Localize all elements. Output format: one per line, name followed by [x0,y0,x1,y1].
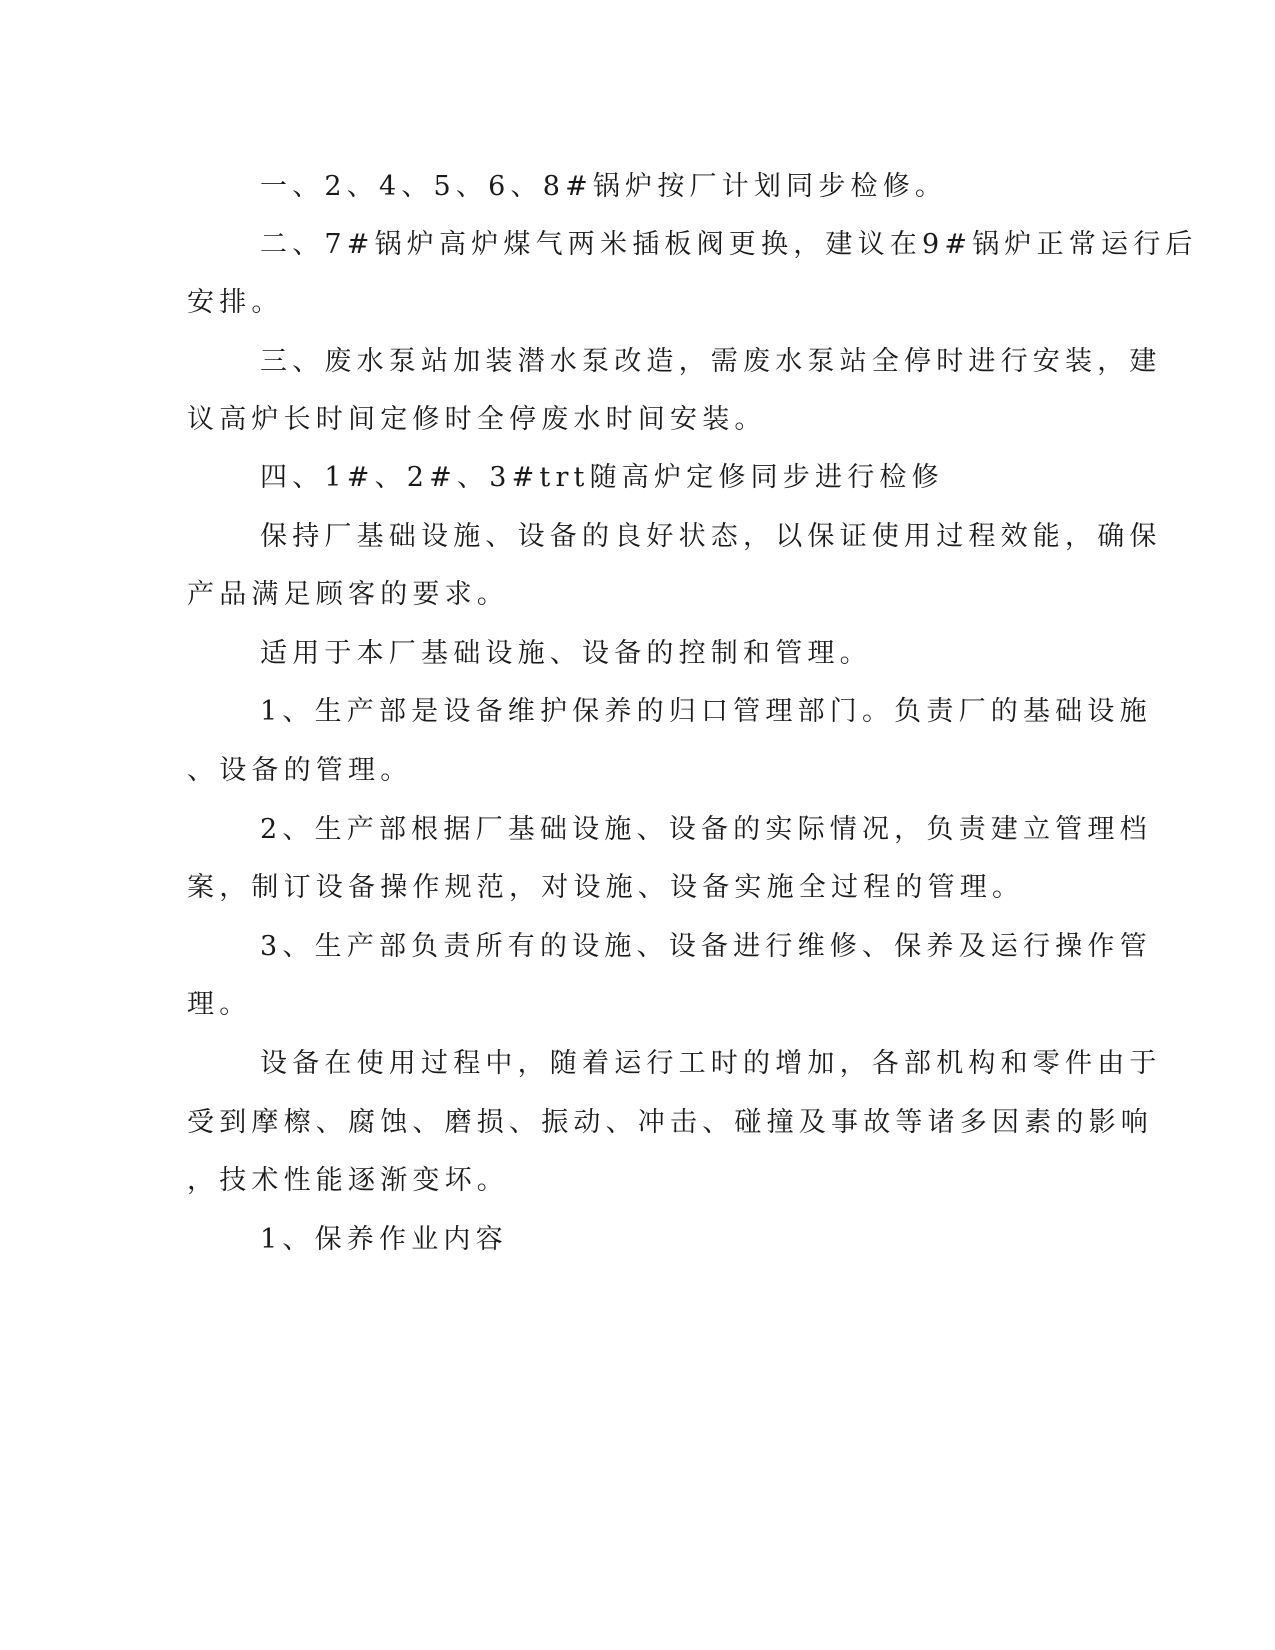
text-line-15: 理。 [187,989,252,1020]
text-line-4: 三、废水泵站加装潜水泵改造，需废水泵站全停时进行安装，建 [260,346,1162,377]
text-line-19: 1、保养作业内容 [260,1224,508,1255]
text-line-1: 一、2、4、5、6、8#锅炉按厂计划同步检修。 [260,171,948,202]
text-line-17: 受到摩檫、腐蚀、磨损、振动、冲击、碰撞及事故等诸多因素的影响 [187,1107,1153,1138]
text-line-18: ，技术性能逐渐变坏。 [187,1165,509,1196]
text-line-9: 适用于本厂基础设施、设备的控制和管理。 [260,638,872,669]
text-line-7: 保持厂基础设施、设备的良好状态，以保证使用过程效能，确保 [260,521,1162,552]
text-line-16: 设备在使用过程中，随着运行工时的增加，各部机构和零件由于 [260,1048,1162,1079]
text-line-10: 1、生产部是设备维护保养的归口管理部门。负责厂的基础设施 [260,696,1152,727]
text-line-6: 四、1#、2#、3#trt随高炉定修同步进行检修 [260,462,944,493]
text-line-2: 二、7#锅炉高炉煤气两米插板阀更换，建议在9#锅炉正常运行后 [260,229,1198,260]
text-line-14: 3、生产部负责所有的设施、设备进行维修、保养及运行操作管 [260,931,1152,962]
text-line-11: 、设备的管理。 [187,755,413,786]
text-line-5: 议高炉长时间定修时全停废水时间安装。 [187,404,767,435]
text-line-13: 案，制订设备操作规范，对设施、设备实施全过程的管理。 [187,872,1025,903]
text-line-3: 安排。 [187,287,284,318]
text-line-8: 产品满足顾客的要求。 [187,579,509,610]
text-line-12: 2、生产部根据厂基础设施、设备的实际情况，负责建立管理档 [260,814,1152,845]
